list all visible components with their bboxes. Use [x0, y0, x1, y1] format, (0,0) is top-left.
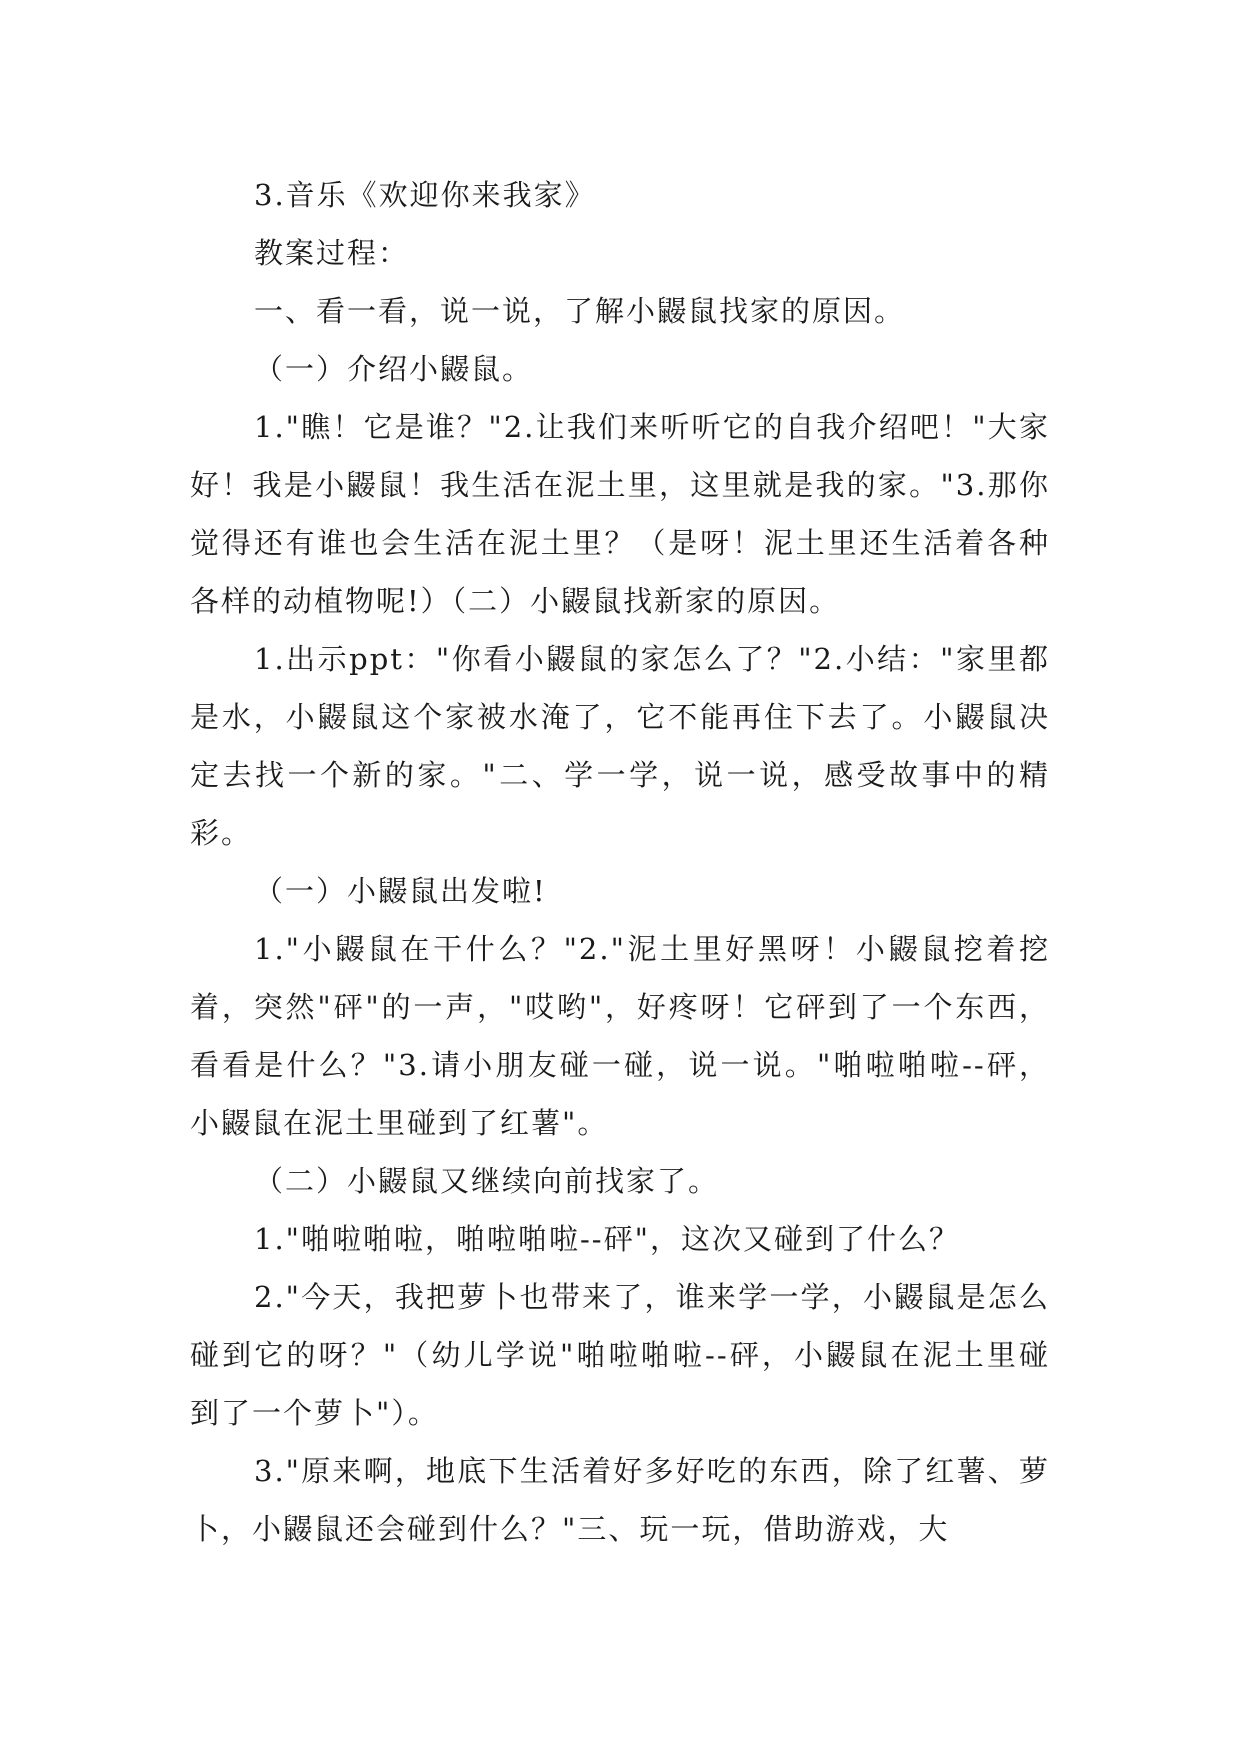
paragraph: （一）介绍小鼹鼠。	[254, 352, 534, 386]
paragraph: 1.出示ppt："你看小鼹鼠的家怎么了？"2.小结："家里都是水，小鼹鼠这个家被水淹了，它不能再住下去了。小鼹鼠决定去找一个新的家。"二、学一学，说一说，感受故事中的精彩。	[190, 642, 1050, 850]
paragraph: （一）小鼹鼠出发啦!	[254, 874, 547, 908]
paragraph: （二）小鼹鼠又继续向前找家了。	[254, 1164, 720, 1198]
paragraph: 一、看一看，说一说，了解小鼹鼠找家的原因。	[254, 294, 906, 328]
paragraph: 1."啪啦啪啦，啪啦啪啦--砰"，这次又碰到了什么？	[254, 1222, 960, 1256]
document-body	[190, 166, 1050, 1558]
paragraph: 1."瞧！它是谁？"2.让我们来听听它的自我介绍吧！"大家好！我是小鼹鼠！我生活在泥土里，这里就是我的家。"3.那你觉得还有谁也会生活在泥土里？（是呀！泥土里还生活着各种各样的动植物呢!）（二）小鼹鼠找新家的原因。	[190, 410, 1050, 618]
paragraph: 2."今天，我把萝卜也带来了，谁来学一学，小鼹鼠是怎么碰到它的呀？"（幼儿学说"啪啦啪啦--砰，小鼹鼠在泥土里碰到了一个萝卜"）。	[190, 1280, 1050, 1430]
paragraph: 3."原来啊，地底下生活着好多好吃的东西，除了红薯、萝卜，小鼹鼠还会碰到什么？"三、玩一玩，借助游戏，大	[190, 1454, 1050, 1546]
paragraph: 1."小鼹鼠在干什么？"2."泥土里好黑呀！小鼹鼠挖着挖着，突然"砰"的一声，"哎哟"，好疼呀！它砰到了一个东西，看看是什么？"3.请小朋友碰一碰，说一说。"啪啦啪啦--砰，小鼹鼠在泥土里碰到了红薯"。	[190, 932, 1050, 1140]
paragraph: 3.音乐《欢迎你来我家》	[254, 178, 596, 212]
paragraph: 教案过程：	[254, 236, 410, 270]
